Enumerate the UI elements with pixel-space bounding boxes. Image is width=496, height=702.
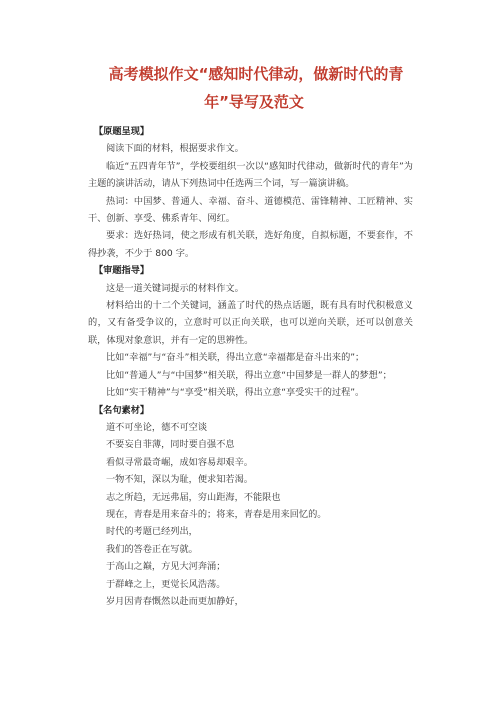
original-paragraph-2: 临近“五四青年节”，学校要组织一次以“感知时代律动，做新时代的青年”为主题的演讲活动，请从下列热词中任选两三个词，写一篇演讲稿。 [88,160,413,190]
guide-paragraph-4: 比如“普通人”与“中国梦”相关联，得出立意“中国梦是一群人的梦想”； [106,369,392,381]
guide-paragraph-5: 比如“实干精神”与“享受”相关联，得出立意“享受实干的过程”。 [106,387,365,399]
guide-paragraph-3: 比如“幸福”与“奋斗”相关联，得出立意“幸福都是奋斗出来的”； [106,352,365,364]
original-paragraph-3: 热词：中国梦、普通人、幸福、奋斗、道德模范、雷锋精神、工匠精神、实干、创新、享受、佛系青年、网红。 [88,195,413,225]
original-paragraph-4: 要求：选好热词，使之形成有机关联，选好角度，自拟标题，不要套作，不得抄袭，不少于 800 字。 [88,230,413,259]
section-heading-guide: 【审题指导】 [94,265,150,277]
quote-line: 一物不知，深以为耻，便求知若渴。 [106,474,253,486]
section-heading-quotes: 【名句素材】 [94,404,150,416]
guide-paragraph-2: 材料给出的十二个关键词，涵盖了时代的热点话题，既有具有时代积极意义的，又有备受争议的，立意时可以正向关联，也可以逆向关联，还可以创意关联，体现对象意识，并有一定的思辨性。 [88,300,413,346]
quote-line: 时代的考题已经列出， [106,526,198,538]
quote-line: 现在，青春是用来奋斗的；将来，青春是用来回忆的。 [106,508,327,520]
document-body [88,123,413,610]
document-title-line-1: 高考模拟作文“感知时代律动，做新时代的青 [108,65,404,83]
quote-line: 志之所趋，无远弗届，穷山距海，不能限也 [106,491,281,503]
section-heading-original: 【原题呈现】 [94,126,150,137]
quote-line: 不要妄自菲薄，同时要自强不息 [106,439,235,451]
quote-line: 于群峰之上，更觉长风浩荡。 [106,578,226,590]
quote-line: 道不可坐论，德不可空谈 [106,421,208,433]
original-paragraph-1: 阅读下面的材料，根据要求作文。 [106,143,244,155]
quote-line: 看似寻常最奇崛，成如容易却艰辛。 [106,456,253,468]
document-title-line-2: 年”导写及范文 [204,93,304,111]
guide-paragraph-1: 这是一道关键词提示的材料作文。 [106,282,244,294]
quote-line: 我们的答卷正在写就。 [106,543,198,555]
quote-line: 于高山之巅，方见大河奔涌； [106,561,226,573]
quote-line: 岁月因青春慨然以赴而更加静好， [106,595,244,607]
